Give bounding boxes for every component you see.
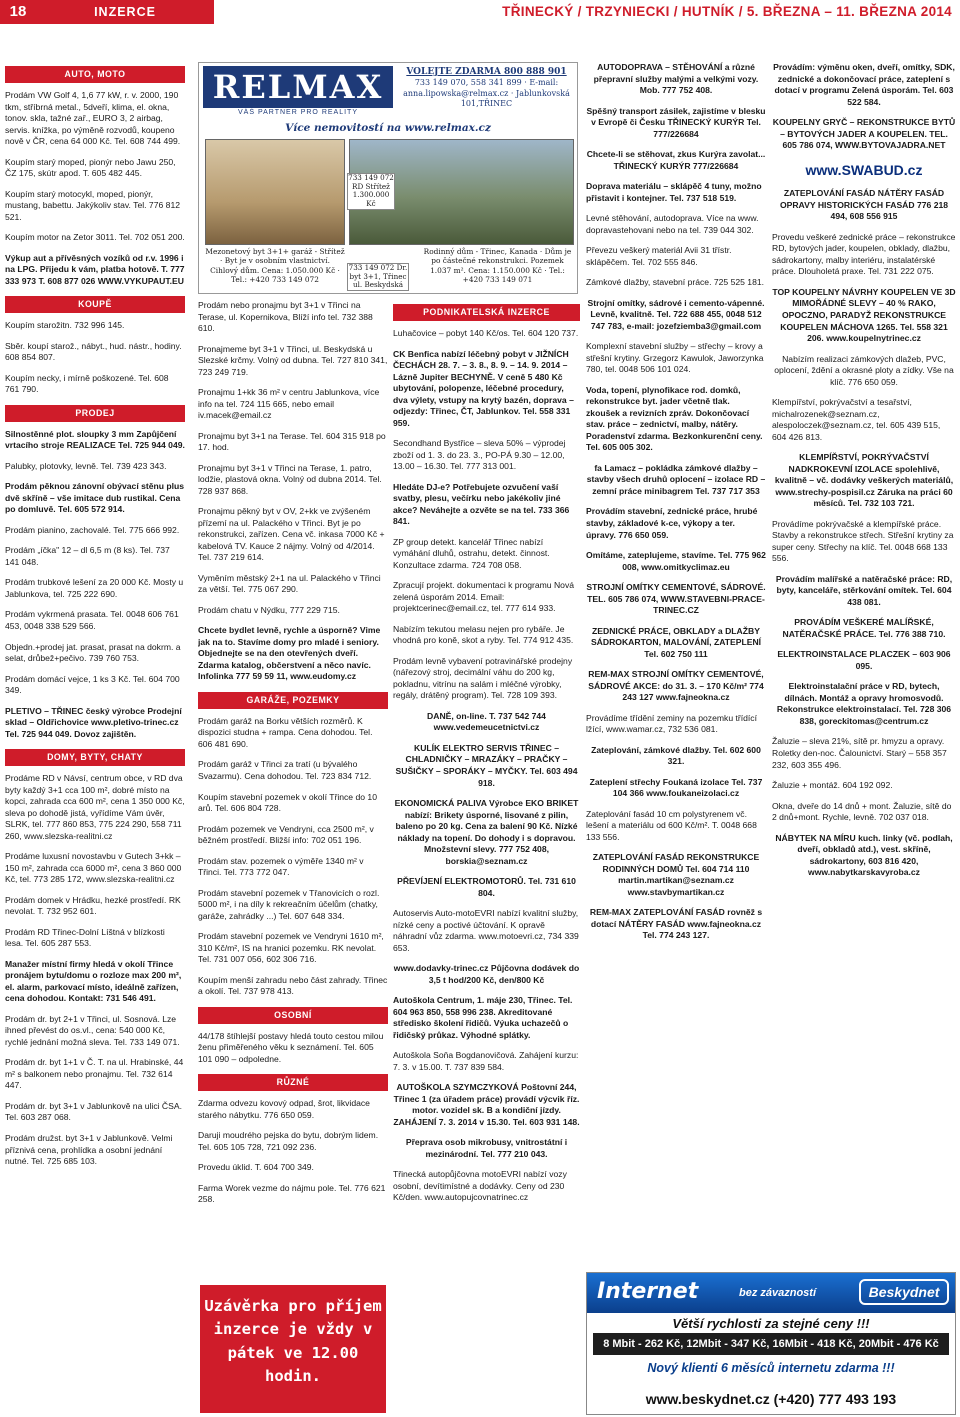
classified-ad: Zpracují projekt. dokumentaci k programu Nová zelená úsporám 2014. Email: projektcerinec@email.cz, tel. 777 614 933. [393, 580, 575, 614]
beskydnet-banner[interactable] [586, 1272, 956, 1415]
classified-ad: Spěšný transport zásilek, zajistíme v blesku v Evropě či Česku TŘINECKÝ KURÝR Tel. 777/226684 [586, 105, 766, 139]
relmax-contact-head: VOLEJTE ZDARMA 800 888 901 [406, 67, 567, 77]
interior-photo [205, 139, 345, 245]
classified-ad: PŘEVÍJENÍ ELEKTROMOTORŮ. Tel. 731 610 804. [397, 876, 576, 898]
classified-ad: Koupím starožitn. 732 996 145. [5, 320, 125, 331]
classified-ad: REM-MAX STROJNÍ OMÍTKY CEMENTOVÉ, SÁDROVÉ AKCE: do 31. 3. – 170 Kč/m² 774 243 127 www.fajneokna.cz [588, 669, 764, 703]
section-header: RŮZNÉ [198, 1074, 388, 1091]
classified-ad: Pronajmeme byt 3+1 v Třinci, ul. Beskydská u Slezské krčmy. Volný od dubna. Tel. 727 810 341, 723 249 719. [198, 343, 388, 377]
classified-ad: ZEDNICKÉ PRÁCE, OBKLADY a DLAŽBY SÁDROKARTON, MALOVÁNÍ, ZATEPLENÍ Tel. 602 750 111 [590, 625, 762, 659]
classified-ad: Autoservis Auto-motoEVRI nabízí kvalitní služby, nízké ceny a poctivé účtování. K opravě náhradní vůz zdarma. www.motoevri.cz, 734 339 653. [393, 908, 579, 953]
classified-ad: Pronajmu 1+kk 36 m² v centru Jablunkova, více info na tel. 724 115 665, nebo email iv.macek@email.cz [198, 387, 380, 421]
deadline-notice: Uzávěrka pro příjem inzerce je vždy v pátek ve 12.00 hodin. [200, 1285, 386, 1413]
classified-ad: Voda, topení, plynofikace rod. domků, rekonstrukce byt. jader včetně tlak. zkoušek a revizních zpráv. Dokončovací stav. práce – zednictví, malby, nátěry. Poradenství zdarma. Bezkonkurenční ceny. Tel. 605 005 302. [586, 384, 763, 453]
classified-ad: Prodám pianino, zachovalé. Tel. 775 666 992. [5, 524, 180, 535]
relmax-more-link[interactable]: Více nemovitostí na www.relmax.cz [285, 122, 491, 134]
relmax-caption-1: Mezonetový byt 3+1+ garáž - Střítež · Byt je v osobním vlastnictví. Cihlový dům. Cena: 1.050.000 Kč · Tel.: +420 733 149 072 [205, 247, 345, 284]
classified-ad: Autoškola Centrum, 1. máje 230, Třinec. Tel. 604 963 850, 558 996 238. Akreditované středisko školení řidičů. Výuka uchazečů o řidičský průkaz. Výhodné splátky. [393, 995, 573, 1040]
classified-ad: Zámkové dlažby, stavební práce. 725 525 181. [586, 277, 765, 288]
relmax-label-1: 733 149 072 RD Střítež 1.300.000 Kč [348, 173, 394, 208]
classified-ad: ZP group detekt. kancelář Třinec nabízí vymáhání dluhů, ostrahu, detekt. činnost. Konzultace zdarma. 724 708 058. [393, 536, 550, 570]
classified-ad: PROVÁDÍM VEŠKERÉ MALÍŘSKÉ, NATĚRAČSKÉ PRÁCE. Tel. 776 388 710. [782, 617, 946, 639]
page-header [0, 0, 960, 24]
classified-ad: Prodám stavební pozemek ve Vendryni 1610 m², 310 Kč/m², IS na hranici pozemku. RK nevolat. Tel. 731 007 056, 602 306 716. [198, 931, 384, 965]
classified-ad: Provádím: výměnu oken, dveří, omítky, SDK, zednické a dokončovací práce, zateplení s dotací v programu Zelená úsporám. Tel. 603 522 584. [773, 62, 955, 107]
column-4 [586, 62, 766, 1242]
banner-url[interactable]: www.beskydnet.cz (+420) 777 493 193 [645, 1391, 897, 1407]
classified-ad: Sběr. koupí starož., nábyt., hud. nástr., hodiny. 608 854 807. [5, 340, 182, 363]
classified-ad: Autoškola Soňa Bogdanovičová. Zahájení kurzu: 7. 3. v 15.00. T. 737 839 584. [393, 1050, 579, 1072]
classified-ad: Třinecká autopůjčovna motoEVRI nabízí vozy osobní, devítimístné a dodávky. Ceny od 230 Kč/den. www.autopujcovnatrinec.cz [393, 1169, 567, 1203]
classified-ad: Silnostěnné plot. sloupky 3 mm Zapůjčení vrtacího stroje REALIZACE Tel. 725 944 049. [5, 428, 185, 451]
section-header: PRODEJ [5, 405, 185, 422]
classified-ad: Přeprava osob mikrobusy, vnitrostátní i mezinárodní. Tel. 777 210 043. [405, 1137, 568, 1159]
classified-ad: Farma Worek vezme do nájmu pole. Tel. 776 621 258. [198, 1182, 386, 1205]
classified-ad: Palubky, plotovky, levně. Tel. 739 423 343. [5, 460, 167, 471]
banner-speed: Větší rychlosti za stejné ceny !!! [672, 1316, 870, 1331]
classified-ad: PLETIVO – TŘINEC český výrobce Prodejní sklad – Oldřichovice www.pletivo-trinec.cz Tel. 725 944 049. Dovoz zajištěn. [5, 705, 182, 739]
classified-ad: STROJNÍ OMÍTKY CEMENTOVÉ, SÁDROVÉ. TEL. 605 786 074, WWW.STAVEBNI-PRACE-TRINEC.CZ [586, 582, 766, 616]
column-3 [393, 300, 580, 1390]
relmax-slogan: VÁŠ PARTNER PRO REALITY [238, 109, 358, 116]
classified-ad: Zateplení střechy Foukaná izolace Tel. 737 104 366 www.foukaneizolaci.cz [589, 776, 763, 799]
classified-ad: Prodáme RD v Návsí, centrum obce, v RD dva byty každý 3+1 cca 100 m², dobré místo na kopci, zahrada cca 600 m², cena 1 350 000 Kč, sleva po dohodě jistá, vyřídíme Vám úvěr, SLRK, tel. 777 860 853, 775 224 290, 558 711 260, www.slezska-realitni.cz [5, 773, 185, 841]
classified-ad: Prodám nebo pronajmu byt 3+1 v Třinci na Terase, ul. Kopernikova, Blíží info tel. 732 388 610. [198, 300, 373, 334]
classified-ad: AUTOŠKOLA SZYMCZYKOVÁ Poštovní 244, Třinec 1 (za úřadem práce) provádí výcvik říz. motor. vozidel sk. B a kondiční jízdy. ZAHÁJENÍ 7. 3. 2014 v 15.30. Tel. 603 931 148. [393, 1082, 580, 1127]
section-header: GARÁŽE, POZEMKY [198, 692, 388, 709]
swabud-website[interactable]: www.SWABUD.cz [805, 161, 923, 178]
banner-free-months: Nový klienti 6 měsíců internetu zdarma !!! [647, 1361, 895, 1375]
classified-ad: Koupím necky, i mírně poškozené. Tel. 608 761 790. [5, 372, 169, 395]
banner-vazanost: bez závazností [739, 1287, 817, 1299]
classified-ad: Levné stěhování, autodoprava. Více na www. dopravastehovani nebo na tel. 739 044 302. [586, 213, 759, 235]
classified-ad: Zdarma odvezu kovový odpad, šrot, likvidace starého nábytku. 776 650 059. [198, 1098, 370, 1120]
classified-ad: Prodám RD Třinec-Dolní Líštná v blízkosti lesa. Tel. 605 287 553. [5, 926, 165, 949]
classified-ad: Vyměním městský 2+1 na ul. Palackého v Třinci za větší. Tel. 775 067 290. [198, 572, 381, 595]
classified-ad: Pronajmu byt 3+1 v Třinci na Terase, 1. patro, lodžie, plastová okna. Volný od dubna 2014. Tel. 728 937 868. [198, 462, 382, 496]
section-header: DOMY, BYTY, CHATY [5, 749, 185, 766]
classified-ad: Elektroinstalační práce v RD, bytech, dílnách. Montáž a opravy hromosvodů. Rekonstrukce elektroinstalací. Tel. 728 306 838, goreckitomas@centrum.cz [776, 681, 952, 726]
classified-ad: Prodám stavební pozemek v Třanovicích o rozl. 5000 m², i na díly k rekreačním účelům (chatky, garáže, zahrádky ...) Tel. 607 648 334. [198, 887, 380, 921]
section-header: PODNIKATELSKÁ INZERCE [393, 304, 580, 321]
classified-ad: Prodáme luxusní novostavbu v Gutech 3+kk – 150 m², zahrada cca 6000 m², cena 3 860 000 Kč, tel. 773 285 172, www.slezska-realitni.cz [5, 851, 182, 885]
classified-ad: Strojní omítky, sádrové i cemento-vápenné. Levně, kvalitně. Tel. 722 688 455, 0048 512 747 783, e-mail: jozefziemba3@gmail.com [587, 297, 765, 331]
classified-ad: Chcete-li se stěhovat, zkus Kurýra zavolat... TŘINECKÝ KURÝR 777/226684 [586, 149, 766, 171]
classified-ad: ZATEPLOVÁNÍ FASÁD NÁTĚRY FASÁD OPRAVY HISTORICKÝCH FASÁD 776 218 494, 608 556 915 [779, 188, 949, 222]
classified-ad: Provádím stavební, zednické práce, hrubé stavby, základové k-ce, výkopy a ter. úpravy. 776 650 059. [586, 506, 758, 540]
banner-top [587, 1273, 955, 1313]
classified-ad: DANĚ, on-line. T. 737 542 744 www.vedemeucetnictvi.cz [427, 710, 546, 733]
banner-prices: 8 Mbit - 262 Kč, 12Mbit - 347 Kč, 16Mbit - 418 Kč, 20Mbit - 476 Kč [593, 1333, 949, 1355]
classified-ad: Objedn.+prodej jat. prasat, prasat na dokrm. a selat, drůbež+pečivo. 739 760 753. [5, 641, 181, 664]
classified-ad: Koupím starý motocykl, moped, pionýr, mustang, babettu. Jakýkoliv stav. Tel. 776 812 521. [5, 188, 180, 222]
classified-ad: Prodám stav. pozemek o výměře 1340 m² v Třinci. Tel. 773 772 047. [198, 855, 364, 878]
classified-ad: www.dodavky-trinec.cz Půjčovna dodávek do 3,5 t hod/200 Kč, den/800 Kč [393, 963, 580, 985]
relmax-contact [399, 66, 574, 110]
page-number: 18 [0, 0, 36, 24]
classified-ad: Koupím starý moped, pionýr nebo Jawu 250, ČZ 175, skútr apod. T. 605 482 445. [5, 156, 176, 179]
classified-ad: Daruji moudrého pejska do bytu, dobrým lidem. Tel. 605 105 728, 721 092 236. [198, 1130, 379, 1152]
classified-ad: Prodám trubkové lešení za 20 000 Kč. Mosty u Jablunkova, tel. 725 222 690. [5, 577, 184, 599]
classified-ad: Prodám domek v Hrádku, hezké prostředí. RK nevolat. T. 732 952 601. [5, 894, 181, 917]
classified-ad: NÁBYTEK NA MÍRU kuch. linky (vč. podlah, dveří, obkladů atd.), vest. skříně, sádrokartony, 603 816 420, www.nabytkarskavyroba.cz [775, 832, 953, 878]
classified-ad: Komplexní stavební služby – střechy – krovy a střešní krytiny. Grzegorz Kawulok, Jaworzynka 780, tel. 0048 506 101 024. [586, 341, 764, 375]
classified-ad: KLEMPÍŘSTVÍ, POKRÝVAČSTVÍ NADKROKEVNÍ IZOLACE spolehlivě, kvalitně – vč. dodávky veškerých materiálů, www.strechy-pospisil.cz Záruka na práci 60 měsíců. Tel. 732 103 721. [774, 452, 954, 509]
classified-ad: Koupím stavební pozemek v okolí Třince do 10 arů. Tel. 606 804 728. [198, 791, 377, 814]
classified-ad: 44/178 štíhlejší postavy hledá touto cestou milou ženu přiměřeného věku k seznámení. Tel. 605 101 090 – odpoledne. [198, 1030, 384, 1064]
column-1 [5, 62, 185, 1412]
classified-ad: Prodám dr. byt 1+1 v Č. T. na ul. Hrabinské, 44 m² s balkonem nebo pronajmu. Tel. 732 614 447. [5, 1057, 184, 1091]
banner-internet: Internet [597, 1279, 699, 1304]
section-header: OSOBNÍ [198, 1007, 388, 1024]
classified-ad: Žaluzie + montáž. 604 192 092. [772, 780, 893, 791]
classified-ad: Prodám dr. byt 2+1 v Třinci, ul. Sosnová. Lze ihned převést do os.vl., cena: 540 000 Kč, rychlé jednání možná sleva. Tel. 733 149 071. [5, 1013, 180, 1047]
classified-ad: KOUPELNY GRYČ – REKONSTRUKCE BYTŮ – BYTOVÝCH JADER A KOUPELEN. TEL. 605 786 074, WWW.BYTOVAJADRA.NET [772, 117, 956, 151]
classified-ad: Chcete bydlet levně, rychle a úsporně? Vime jak na to. Stavíme domy pro mladé i seniory. Objednejte se na den otevřených dveří. Zdarma katalog, občerstvení a něco navíc. Infolinka 777 59 59 11, www.eudomy.cz [198, 625, 381, 682]
column-5 [772, 62, 956, 1242]
classified-ad: REM-MAX ZATEPLOVÁNÍ FASÁD rovněž s dotací NÁTĚRY FASÁD www.fajneokna.cz Tel. 774 243 127. [589, 907, 763, 941]
classified-ad: Omítáme, zateplujeme, stavíme. Tel. 775 962 008, www.omitkyclimaz.eu [586, 550, 766, 572]
section-header: KOUPĚ [5, 296, 185, 313]
beskydnet-logo: Beskydnet [859, 1279, 949, 1305]
classified-ad: Koupím motor na Zetor 3011. Tel. 702 051 200. [5, 232, 185, 243]
classified-ad: Převezu veškerý materiál Avii 31 třístr. sklápěčem. Tel. 702 555 846. [586, 245, 732, 267]
classified-ad: Manažer místní firmy hledá v okolí Třince pronájem bytu/domu o rozloze max 200 m², el. alarm, parkovací místo, ideálně zařízen, cena dohodou. Kontakt: 731 546 491. [5, 958, 182, 1004]
classified-ad: Nabízím realizaci zámkových dlažeb, PVC, oplocení, ždění a okrasné ploty a zídky. Vše na klíč. 776 650 059. [774, 353, 954, 387]
classified-ad: Pronajmu pěkný byt v OV, 2+kk ve zvýšeném přízemí na ul. Palackého v Třinci. Byt je po rekonstrukci, zařízen. Cena vč. inkasa 7000 Kč + kabelová TV. Kauce 2 nájmy. Volný od 4/2014. Tel. 737 219 614. [198, 506, 385, 563]
relmax-contact-lines: 733 149 070, 558 341 899 · E-mail: anna.lipowska@relmax.cz · Jablunkovská 101,TŘINEC [403, 78, 570, 109]
column-2 [198, 300, 388, 1415]
classified-ad: Provádíme pokrývačské a klempířské práce. Stavby a rekonstrukce střech. Střešní krytiny za super ceny. Střechy na klíč. Tel. 0048 668 133 556. [772, 518, 954, 564]
classified-ad: Prodám dr. byt 3+1 v Jablunkově na ulici ČSA. Tel. 603 287 068. [5, 1100, 182, 1123]
classified-ad: Prodám levně vybavení potravinářské prodejny (nářezový stroj, decimální váhu do 200 kg, pokladnu, vitrínu na salám i mléčné výrobky, regály, drátěný program). Tel. 728 109 393. [393, 655, 573, 701]
classified-ad: Zateplování, zámkové dlažby. Tel. 602 600 321. [591, 744, 761, 767]
classified-ad: Okna, dveře do 14 dnů + mont. Žaluzie, sítě do 2 dnů+mont. Rychle, levně. 702 037 018. [772, 800, 952, 823]
relmax-ad [198, 62, 578, 294]
classified-ad: Prodám družst. byt 3+1 v Jablunkově. Velmi příznivá cena, prohlídka a osobní jednání nutné. Tel. 725 685 103. [5, 1133, 173, 1167]
section-header: AUTO, MOTO [5, 66, 185, 83]
classified-ad: CK Benfica nabízí léčebný pobyt v JIŽNÍCH ČECHÁCH 28. 7. – 3. 8., 8. 9. – 14. 9. 2014 – Lázně Jupiter BECHYNĚ. V ceně 5 480 Kč ubytování, polopenze, léčebné procedury, dva výlety, vstupy na krytý bazén, doprava – odjezdy: Třinec, ČT, Jablunkov. Tel. 558 331 959. [393, 348, 574, 428]
classified-ad: Provádíme třídění zeminy na pozemku třídící lžící, www.wamar.cz, 732 536 081. [586, 712, 757, 735]
classified-ad: Doprava materiálu – sklápěč 4 tuny, možno přistavit i kontejner. Tel. 737 518 519. [586, 181, 762, 203]
classified-ad: Žaluzie – sleva 21%, sítě pr. hmyzu a opravy. Roletky den-noc. Čalounictví. Starý – 558 357 232, 603 355 496. [772, 736, 947, 770]
classified-ad: Výkup aut a přívěsných vozíků od r.v. 1996 i na LPG. Přijedu k vám, platba hotově. T. 777 333 973 T. 608 877 026 WWW.VYKUPAUT.EU [5, 252, 185, 286]
classified-ad: Pronajmu byt 3+1 na Terase. Tel. 604 315 918 po 17. hod. [198, 430, 386, 453]
classified-ad: EKONOMICKÁ PALIVA Výrobce EKO BRIKET nabízí: Brikety úsporné, lisované z pilin, baleno po 20 kg. Cena za balení 90 Kč. Nízké náklady na topení. Do dohody i s dopravou. Množstevní slevy. 777 752 408, borskia@seznam.cz [394, 798, 579, 866]
classified-ad: Provádím malířské a natěračské práce: RD, byty, kanceláře, stěrkování omítek. Tel. 604 438 081. [775, 573, 953, 607]
classified-ad: Zateplování fasád 10 cm polystyrenem vč. lešení a materiálu od 600 Kč/m². T. 0048 668 133 556. [586, 808, 757, 842]
classified-ad: ZATEPLOVÁNÍ FASÁD REKONSTRUKCE RODINNÝCH DOMŮ Tel. 604 714 110 martin.martikan@seznam.cz www.stavbymartikan.cz [592, 852, 760, 897]
classified-ad: Hledáte DJ-e? Potřebujete ozvučení vaší svatby, plesu, večírku nebo jakékoliv jiné akce? Neváhejte a ozvěte se na tel. 733 366 841. [393, 481, 570, 527]
classified-ad: Prodám VW Golf 4, 1,6 77 kW, r. v. 2000, 190 tkm, stříbrná metal., 5dveří, klima, el. okna, tonov. skla, tažné zař., EURO 3, 2 airbag, servis. knížka, po výměně rozvodů, koupeno nově v ČR, cena 64 000 Kč. Tel. 608 744 499. [5, 90, 181, 147]
classified-ad: fa Lamacz – pokládka zámkové dlažby – stavby všech druhů oplocení – izolace RD – zemní práce minibagrem Tel. 737 717 353 [586, 462, 766, 496]
classified-ad: Luhačovice – pobyt 140 Kč/os. Tel. 604 120 737. [393, 328, 579, 338]
classified-ad: AUTODOPRAVA – STĚHOVÁNÍ a různé přepravní služby malými a velkými vozy. Mob. 777 752 408. [593, 62, 759, 96]
classified-ad: TOP KOUPELNY NÁVRHY KOUPELEN VE 3D MIMOŘÁDNÉ SLEVY – 40 % RAKO, OPOCZNO, PARADYŽ REKONSTRUKCE KOUPELEN MÁCHOVA 1265. Tel. 558 321 206. www.koupelnytrinec.cz [772, 286, 956, 344]
relmax-label-2: 733 149 072 Dr. byt 3+1, Třinec ul. Beskydská [348, 263, 408, 290]
classified-ad: Prodám pěknou zánovní obývací stěnu plus dvě skříně – vše imitace dub rustikal. Cena po domluvě. Tel. 605 572 914. [5, 481, 185, 515]
classified-ad: Prodám domácí vejce, 1 ks 3 Kč. Tel. 604 700 349. [5, 673, 180, 696]
classified-ad: Prodám vykrmená prasata. Tel. 0048 606 761 453, 0048 338 529 566. [5, 609, 179, 631]
relmax-caption-2: Rodinný dům - Třinec, Kanada · Dům je po částečné rekonstrukci. Pozemek 1.037 m². Cena: 1.150.000 Kč · Tel.: +420 733 149 071 [423, 247, 572, 284]
classified-ad: Nabízím tekutou melasu nejen pro rybáře. Je vhodná pro koně, skot a ryby. Tel. 774 912 435. [393, 623, 574, 646]
classified-ad: Prodám pozemek ve Vendryni, cca 2500 m², v běžném prostředí. Bližší info: 702 051 196. [198, 823, 374, 846]
classified-ad: Provedu úklid. T. 604 700 349. [198, 1162, 314, 1173]
classified-ad: ELEKTROINSTALACE PLACZEK – 603 906 095. [777, 649, 951, 671]
publication-title: TŘINECKÝ / TRZYNIECKI / HUTNÍK / 5. BŘEZNA – 11. BŘEZNA 2014 [502, 4, 952, 19]
classified-ad: Prodám garáž v Třinci za tratí (u bývalého Svazarmu). Cena dohodou. Tel. 723 834 712. [198, 759, 372, 781]
relmax-logo: RELMAX [203, 66, 393, 108]
classified-ad: Provedu veškeré zednické práce – rekonstrukce RD, bytových jader, koupelen, obklady, dlažbu, sádrokartony, malby interiéru, instalatérské práce. Dlouholetá praxe. Tel. 731 222 075. [772, 231, 956, 277]
classified-ad: KULÍK ELEKTRO SERVIS TŘINEC – CHLADNIČKY – MRAZÁKY – PRAČKY – SUŠIČKY – SPORÁKY – MYČKY. Tel. 603 494 918. [395, 742, 578, 788]
classified-ad: Prodám garáž na Borku větších rozměrů. K dispozici studna + rampa. Cena dohodou. Tel. 606 481 690. [198, 715, 373, 749]
classified-ad: Klempířství, pokrývačství a tesařství, michalrozenek@seznam.cz, alespoloczek@seznam.cz, tel. 605 439 515, 604 426 813. [772, 397, 941, 442]
classified-ad: Koupím menší zahradu nebo část zahrady. Třinec a okolí. Tel. 737 978 413. [198, 974, 388, 997]
classified-ad: Secondhand Bystřice – sleva 50% – výprodej zboží od 1. 3. do 23. 3., PO-PÁ 9.30 – 12.00, 13.00 – 16.30. Tel. 777 313 001. [393, 438, 566, 472]
section-tag: INZERCE [36, 0, 214, 24]
classified-ad: Prodám „íčka" 12 – dl 6,5 m (8 ks). Tel. 737 141 048. [5, 545, 170, 567]
classified-ad: Prodám chatu v Nýdku, 777 229 715. [198, 604, 340, 615]
